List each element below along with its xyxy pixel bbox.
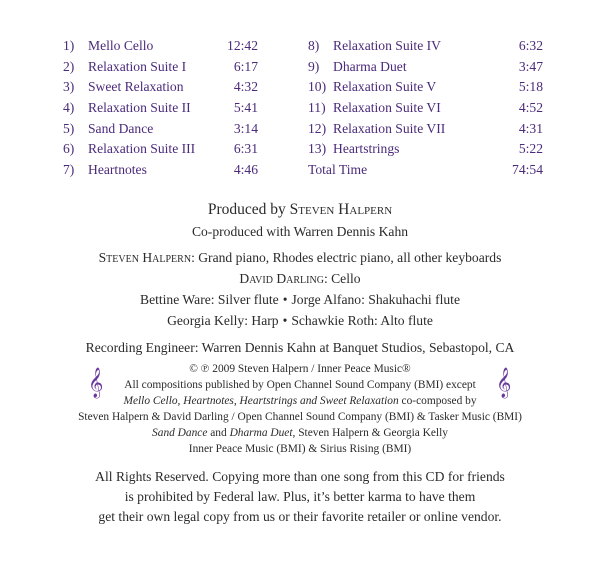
credit-halpern: Steven Halpern: Grand piano, Rhodes electric piano, all other keyboards (98, 250, 502, 265)
producer-name: Steven Halpern (289, 201, 393, 218)
treble-clef-icon: 𝄞 (88, 368, 104, 398)
track-column-right (308, 36, 543, 181)
track-item: 7) Heartnotes 4:46 (63, 162, 258, 178)
produced-by-line: Produced by Steven Halpern (207, 201, 393, 218)
track-item: 4) Relaxation Suite II 5:41 (63, 100, 258, 116)
track-item: 10) Relaxation Suite V 5:18 (308, 79, 543, 95)
sand-dance-credit: Inner Peace Music (BMI) & Sirius Rising (BMI) (188, 443, 412, 455)
treble-clef-icon: 𝄞 (496, 368, 512, 398)
credit-flutes: Bettine Ware: Silver flute • Jorge Alfano: Shakuhachi flute (140, 292, 460, 307)
track-item: 5) Sand Dance 3:14 (63, 120, 258, 136)
track-item: 1) Mello Cello 12:42 (63, 38, 258, 53)
total-time-row: Total Time 74:54 (308, 162, 543, 178)
sand-dance-line: Sand Dance and Dharma Duet, Steven Halpern & Georgia Kelly (152, 427, 448, 439)
copyright-line: © ℗ 2009 Steven Halpern / Inner Peace Music® (189, 363, 411, 375)
publishing-line: All compositions published by Open Channel Sound Company (BMI) except (124, 379, 476, 391)
credit-darling: David Darling: Cello (239, 271, 361, 286)
track-item: 2) Relaxation Suite I 6:17 (63, 58, 258, 74)
co-composed-line: Mello Cello, Heartnotes, Heartstrings and Sweet Relaxation co-composed by (123, 395, 477, 407)
track-item: 3) Sweet Relaxation 4:32 (63, 79, 258, 95)
rights-line-2: is prohibited by Federal law. Plus, it’s better karma to have them (124, 489, 476, 504)
credit-harp-flute: Georgia Kelly: Harp • Schawkie Roth: Alto flute (167, 313, 433, 328)
track-item: 9) Dharma Duet 3:47 (308, 58, 543, 74)
track-column-left (63, 36, 258, 181)
co-composed-credit: Steven Halpern & David Darling / Open Channel Sound Company (BMI) & Tasker Music (BMI) (78, 411, 522, 423)
recording-engineer: Recording Engineer: Warren Dennis Kahn at Banquet Studios, Sebastopol, CA (85, 340, 515, 355)
track-item: 12) Relaxation Suite VII 4:31 (308, 120, 543, 136)
track-item: 11) Relaxation Suite VI 4:52 (308, 100, 543, 116)
track-item: 8) Relaxation Suite IV 6:32 (308, 38, 543, 53)
track-list (63, 36, 543, 186)
track-item: 13) Heartstrings 5:22 (308, 141, 543, 157)
coproduced-line: Co-produced with Warren Dennis Kahn (191, 224, 409, 239)
rights-line-3: get their own legal copy from us or their favorite retailer or online vendor. (98, 509, 502, 524)
rights-line-1: All Rights Reserved. Copying more than one song from this CD for friends (95, 469, 505, 484)
track-item: 6) Relaxation Suite III 6:31 (63, 141, 258, 157)
